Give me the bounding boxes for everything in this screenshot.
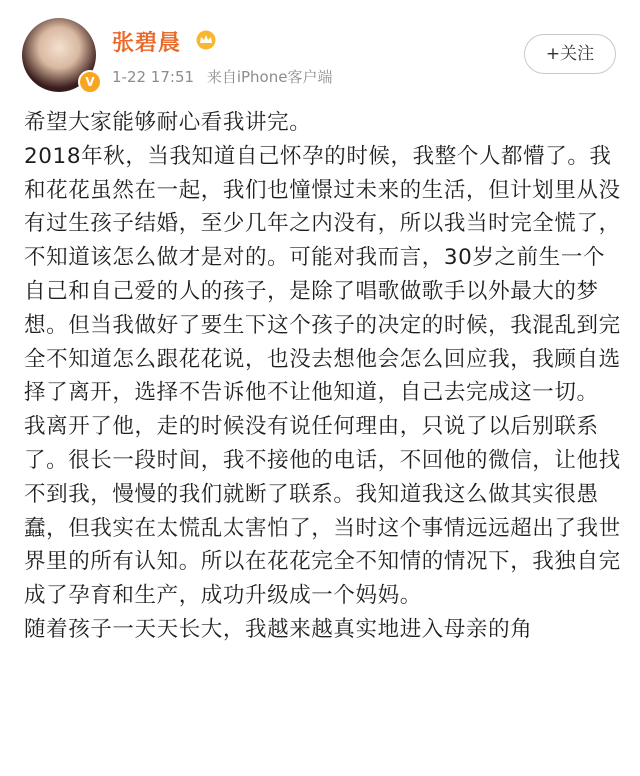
- paragraph: 随着孩子一天天长大，我越来越真实地进入母亲的角: [24, 616, 533, 642]
- post-source: 来自iPhone客户端: [206, 68, 333, 86]
- post-time: 1-22 17:51: [112, 68, 195, 86]
- post-meta: [112, 66, 340, 87]
- verified-badge-icon: V: [78, 70, 102, 94]
- post-text: [24, 106, 624, 647]
- vip-crown-icon: [195, 30, 217, 50]
- paragraph: 2018年秋，当我知道自己怀孕的时候，我整个人都懵了。我和花花虽然在一起，我们也憧憬过未来的生活，但计划里从没有过生孩子结婚，至少几年之内没有，所以我当时完全慌了，不知道该怎么做才是对的。可能对我而言，30岁之前生一个自己和自己爱的人的孩子，是除了唱歌做歌手以外最大的梦想。但当我做好了要生下这个孩子的决定的时候，我混乱到完全不知道怎么跟花花说，也没去想他会怎么回应我，我顾自选择了离开，选择不告诉他不让他知道，自己去完成这一切。: [24, 143, 621, 406]
- follow-button[interactable]: +关注: [524, 34, 616, 74]
- paragraph: 希望大家能够耐心看我讲完。: [24, 110, 312, 135]
- username[interactable]: 张碧晨: [112, 31, 182, 56]
- paragraph: 我离开了他，走的时候没有说任何理由，只说了以后别联系了。很长一段时间，我不接他的电话，不回他的微信，让他找不到我，慢慢的我们就断了联系。我知道我这么做其实很愚蠢，但我实在太慌乱太害怕了，当时这个事情远远超出了我世界里的所有认知。所以在花花完全不知情的情况下，我独自完成了孕育和生产，成功升级成一个妈妈。: [24, 414, 621, 609]
- post-header: [0, 0, 640, 100]
